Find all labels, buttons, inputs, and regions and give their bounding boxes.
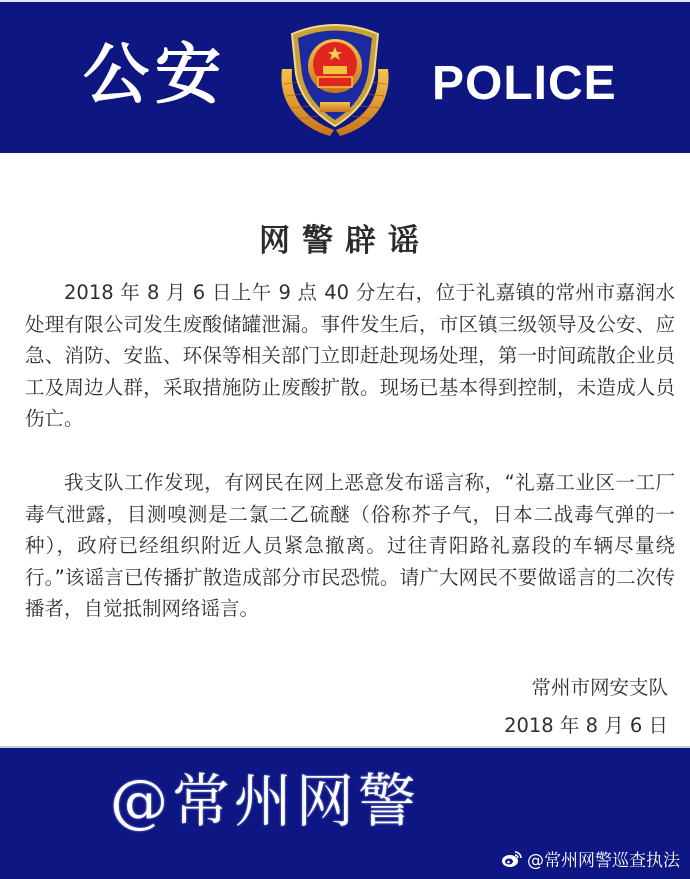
notice-paragraph-2: 我支队工作发现，有网民在网上恶意发布谣言称，“礼嘉工业区一工厂毒气泄露，目测嗅测是二氯二乙硫醚（俗称芥子气，日本二战毒气弹的一种），政府已经组织附近人员紧急撤离。过往青阳路礼嘉段的车辆尽量绕行。”该谣言已传播扩散造成部分市民恐慌。请广大网民不要做谣言的二次传播者，自觉抵制网络谣言。 <box>25 471 675 621</box>
watermark-text: @常州网警巡查执法 <box>527 851 680 871</box>
header-title-en: POLICE <box>432 57 617 110</box>
notice-title: 网警辟谣 <box>259 223 431 259</box>
footer-brand: @常州网警 <box>110 767 421 835</box>
weibo-watermark <box>501 846 680 871</box>
header-title-cn: 公安 <box>83 36 227 113</box>
signature-date: 2018 年 8 月 6 日 <box>504 714 668 737</box>
notice-paragraph-1: 2018 年 8 月 6 日上午 9 点 40 分左右，位于礼嘉镇的常州市嘉润水处理有限公司发生废酸储罐泄漏。事件发生后，市区镇三级领导及公安、应急、消防、安监、环保等相关部门立即赶赴现场处理，第一时间疏散企业员工及周边人群，采取措施防止废酸扩散。现场已基本得到控制，未造成人员伤亡。 <box>25 281 675 431</box>
footer-banner <box>0 746 690 879</box>
weibo-icon <box>501 850 523 868</box>
header-banner <box>0 0 690 153</box>
signature-organization: 常州市网安支队 <box>531 676 668 699</box>
police-emblem-icon <box>270 14 400 142</box>
